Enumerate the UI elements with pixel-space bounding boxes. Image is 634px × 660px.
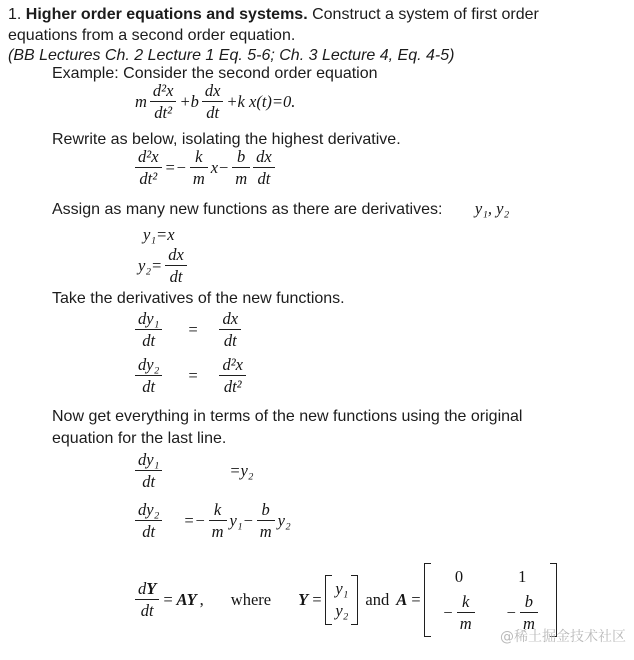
d-symbol: d [138, 579, 147, 598]
minus-sign: − [506, 602, 516, 622]
column-vector-Y [325, 575, 358, 625]
equals-sign: = [410, 589, 422, 609]
rhs-equals-y2: =y₂ [229, 460, 254, 480]
vector-entry-y1: y₁ [335, 578, 349, 598]
example-line: Example: Consider the second order equation [52, 65, 378, 82]
assign-text: Assign as many new functions as there are derivatives: [52, 201, 443, 218]
Y-vector-symbol: Y [146, 579, 157, 598]
matrix-A [424, 563, 556, 637]
assign-line [52, 199, 509, 220]
matrix-entry-01: 1 [518, 567, 527, 586]
equals-sign: = [187, 319, 199, 339]
fraction-b-m: $\frac{b}{m}$ [232, 148, 250, 188]
AY-term: AY [176, 589, 197, 609]
fraction-dy1-dt: $\frac{\text{dy₁}}{dt}$ [135, 310, 162, 350]
paragraph-line-2: equations from a second order equation. [8, 27, 296, 44]
fraction-b-m: $\frac{b}{m}$ [520, 593, 538, 633]
fraction-d2x-dt2: $\frac{\text{d²x}}{\text{dt²}}$ [219, 356, 246, 396]
fraction-k-m: $\frac{k}{m}$ [457, 593, 475, 633]
watermark: @稀土掘金技术社区 [500, 629, 626, 645]
equation-dy2-dt [135, 356, 246, 396]
lhs-y2-equals: y₂= [138, 255, 163, 275]
fraction-dy2-dt: $\frac{\text{dy₂}}{dt}$ [135, 356, 162, 396]
equation-dy2-system [135, 501, 291, 541]
fraction-d2x-dt2: $\frac{\text{d²x}}{\text{dt²}}$ [150, 82, 177, 122]
term-x-minus: x− [210, 157, 230, 177]
fraction-d2x-dt2: $\frac{\text{d²x}}{\text{dt²}}$ [135, 148, 162, 188]
equation-y2 [138, 246, 187, 286]
fraction-dy1-dt: $\frac{\text{dy₁}}{dt}$ [135, 451, 162, 491]
assign-variables: y₁, y₂ [474, 199, 510, 218]
Y-vector-symbol: Y [298, 589, 309, 609]
intro-text: Construct a system of first order [307, 6, 539, 23]
and-word: and [365, 589, 390, 609]
fraction-k-m: $\frac{k}{m}$ [190, 148, 208, 188]
matrix-entry-00: 0 [454, 567, 464, 586]
operator-equals-minus: =− [183, 510, 206, 530]
fraction-k-m: $\frac{k}{m}$ [209, 501, 227, 541]
fraction-dY-dt: $\frac{dY}{dt}$ [135, 580, 159, 620]
fraction-dx-dt: $\frac{dx}{dt}$ [219, 310, 241, 350]
equation-dy1-dt [135, 310, 241, 350]
A-matrix-symbol: A [396, 589, 408, 609]
take-derivatives-line: Take the derivatives of the new functions. [52, 290, 345, 307]
coefficient-m: m [135, 91, 147, 111]
fraction-b-m: $\frac{b}{m}$ [257, 501, 275, 541]
comma: , [199, 589, 204, 609]
equation-tail: +k x(t)=0. [226, 91, 296, 111]
paragraph-line-1 [8, 5, 539, 25]
equation-dy1-y2 [135, 451, 254, 491]
fraction-dy2-dt: $\frac{\text{dy₂}}{dt}$ [135, 501, 162, 541]
equation-second-order [135, 82, 295, 122]
now-line-2: equation for the last line. [52, 430, 227, 447]
term-y1-minus: y₁− [229, 510, 254, 530]
term-y2: y₂ [277, 510, 291, 530]
fraction-dx-dt: $\frac{dx}{dt}$ [253, 148, 275, 188]
vector-entry-y2: y₂ [335, 600, 349, 620]
now-line-1: Now get everything in terms of the new functions using the original [52, 408, 523, 425]
operator-plus-b: +b [179, 91, 199, 111]
operator-equals-minus: =− [164, 157, 187, 177]
equals-sign: = [162, 589, 174, 609]
minus-sign: − [443, 602, 453, 622]
equation-matrix-form [135, 563, 557, 637]
fraction-dx-dt: $\frac{dx}{dt}$ [165, 246, 187, 286]
fraction-dx-dt: $\frac{dx}{dt}$ [202, 82, 224, 122]
equation-isolated-derivative [135, 148, 275, 188]
list-number: 1. [8, 6, 26, 23]
rewrite-line: Rewrite as below, isolating the highest derivative. [52, 131, 401, 148]
matrix-entry-10 [443, 593, 474, 633]
section-title: Higher order equations and systems. [25, 6, 308, 23]
equation-y1: y₁=x [143, 225, 175, 244]
where-word: where [230, 589, 272, 609]
equals-sign: = [187, 365, 199, 385]
equals-sign: = [311, 589, 323, 609]
citation-line: (BB Lectures Ch. 2 Lecture 1 Eq. 5-6; Ch. 3 Lecture 4, Eq. 4-5) [8, 47, 455, 64]
